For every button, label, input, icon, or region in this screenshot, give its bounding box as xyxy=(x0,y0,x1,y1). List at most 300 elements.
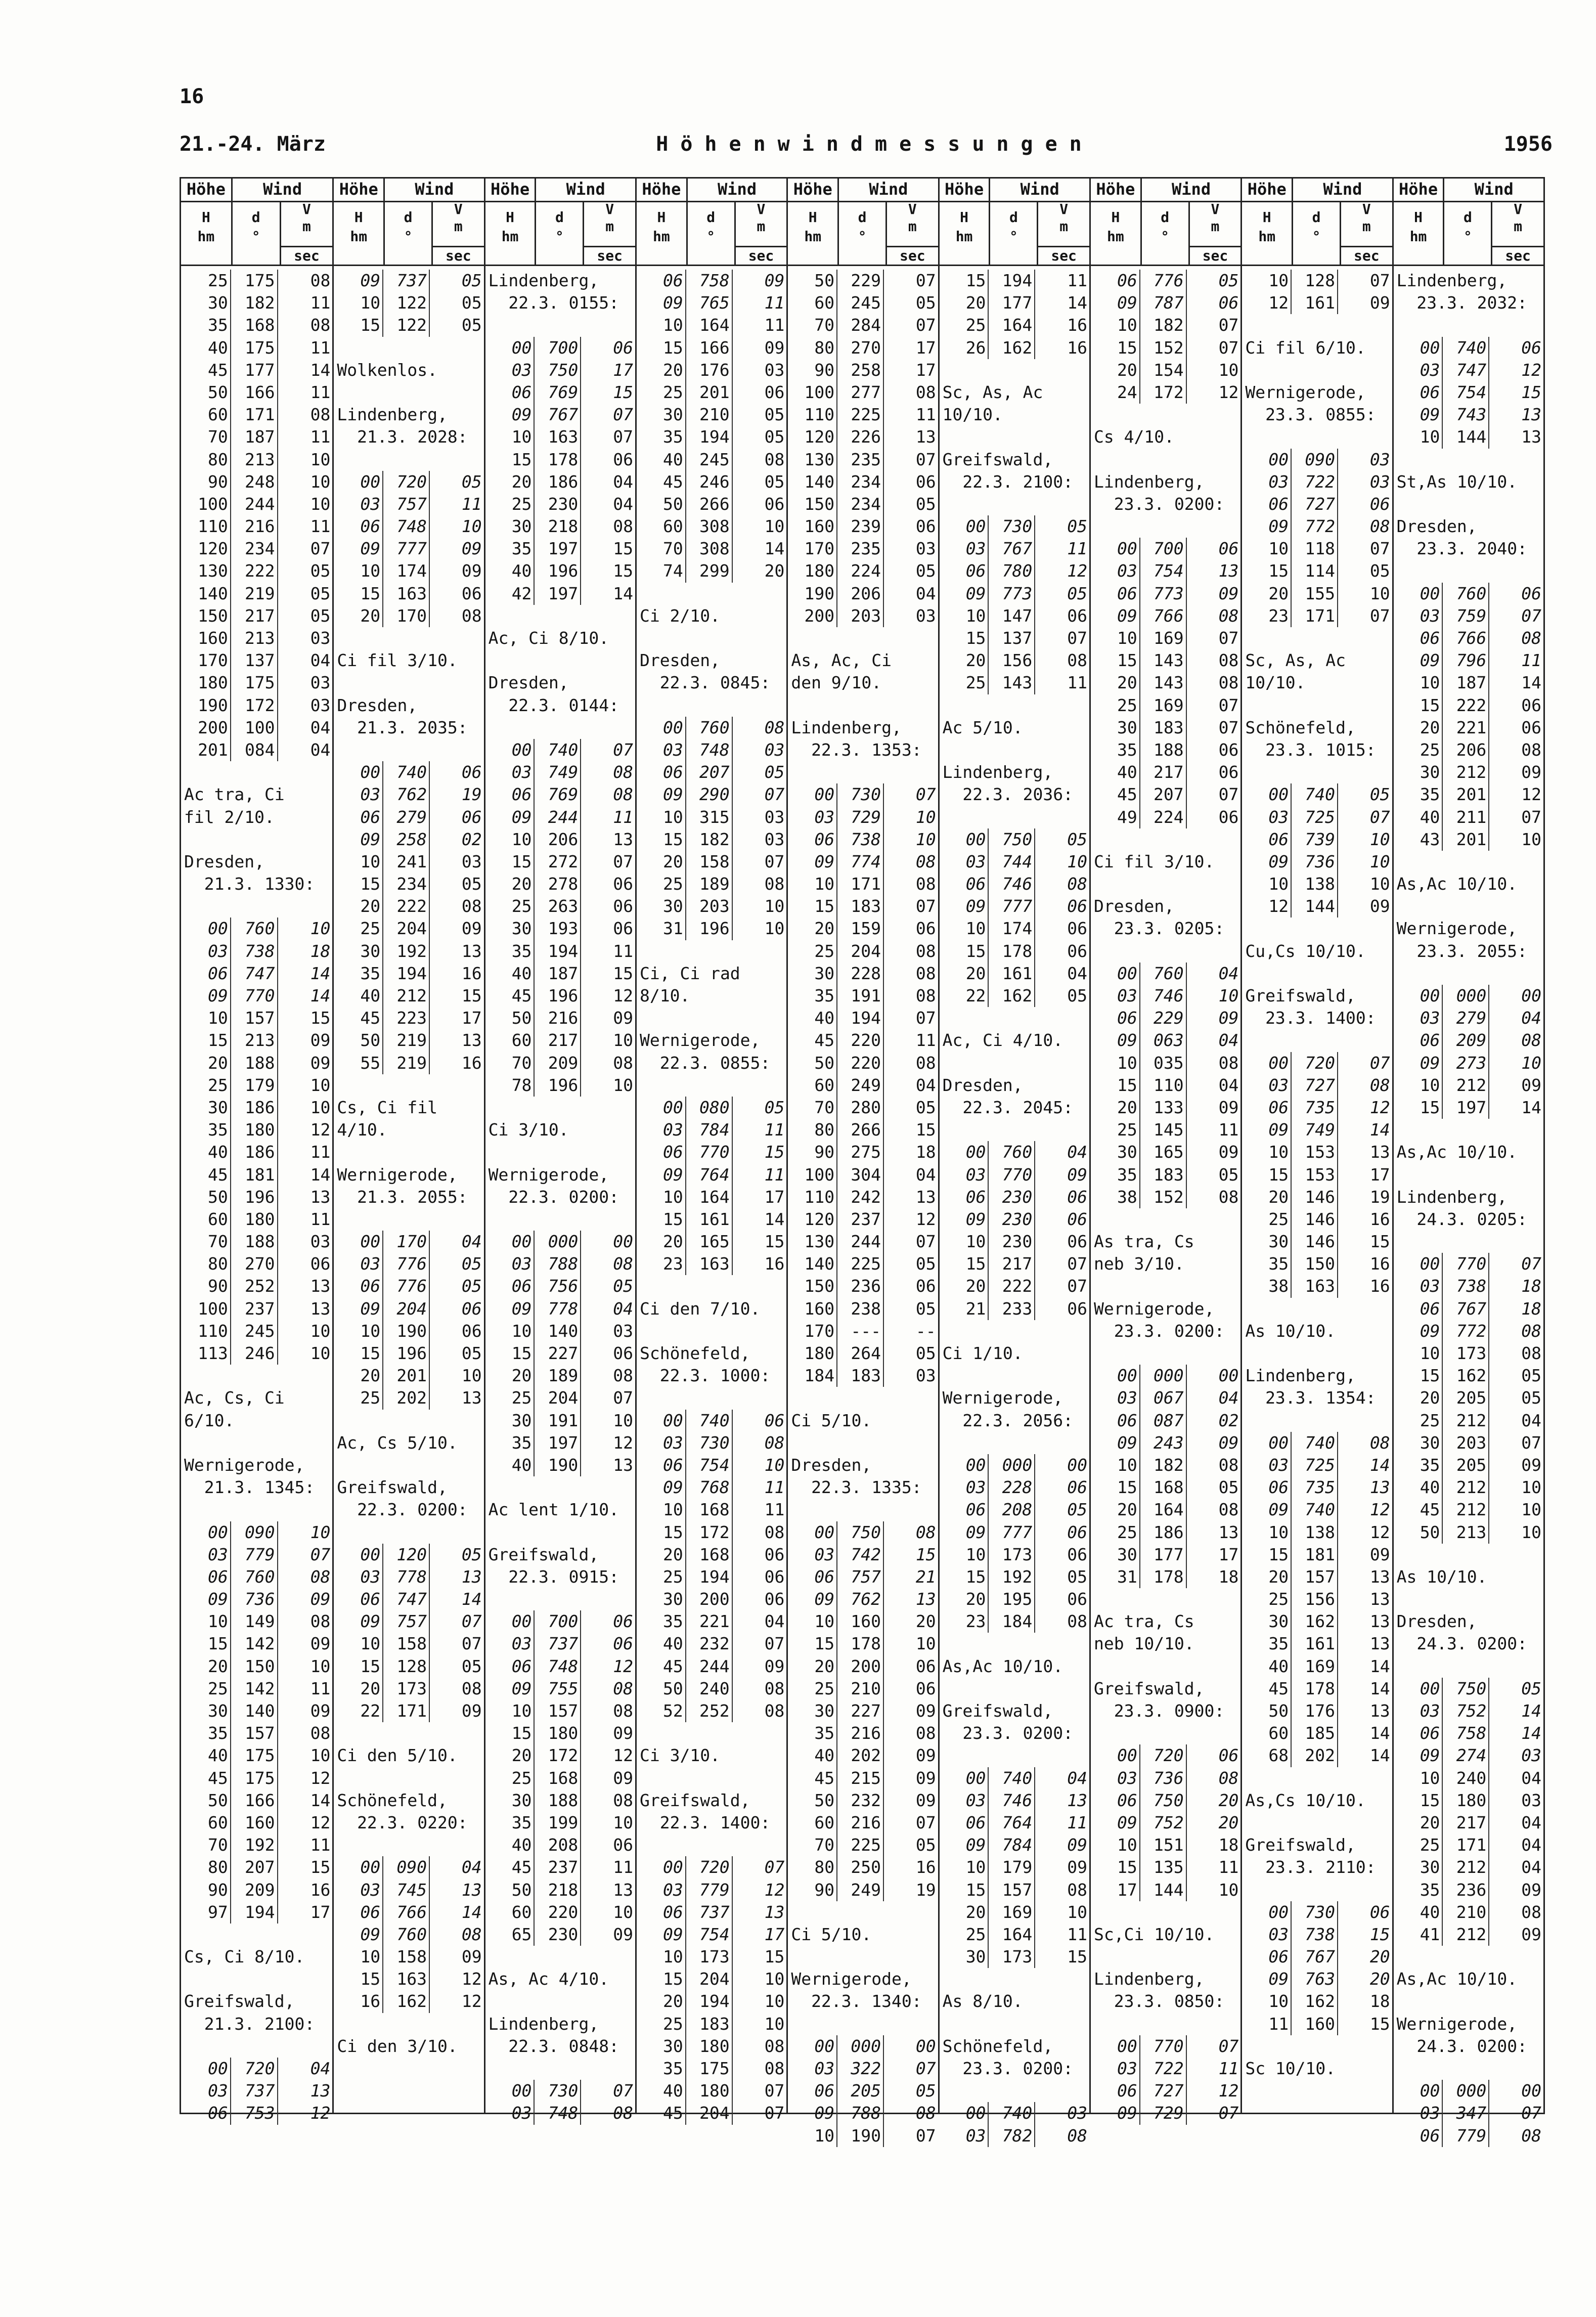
height-cell: 200 xyxy=(181,717,231,739)
height-cell: 170 xyxy=(788,538,837,560)
table-row xyxy=(637,1633,786,1655)
column-subheader xyxy=(1394,201,1543,266)
station-note: 8/10. xyxy=(640,986,690,1006)
height-cell: 20 xyxy=(1091,672,1140,694)
direction-cell: 160 xyxy=(837,1610,884,1633)
table-row xyxy=(334,1275,483,1297)
table-row xyxy=(181,917,332,940)
table-row xyxy=(1394,627,1543,649)
speed-cell: 09 xyxy=(310,1053,331,1073)
header-m: m xyxy=(454,218,463,235)
station-note: 23.3. 0855: xyxy=(1245,405,1376,425)
table-row xyxy=(788,940,938,963)
direction-cell: 750 xyxy=(989,828,1035,851)
height-cell: 03 xyxy=(788,806,837,828)
height-cell: 09 xyxy=(1091,2102,1140,2124)
page-number: 16 xyxy=(180,85,204,108)
direction-cell: 206 xyxy=(535,828,581,851)
direction-cell: 299 xyxy=(686,560,733,582)
direction-cell: 756 xyxy=(535,1275,581,1297)
blank-line xyxy=(334,1074,483,1097)
height-cell: 45 xyxy=(181,1767,231,1789)
station-note: 4/10. xyxy=(337,1120,387,1140)
speed-cell: 07 xyxy=(1067,1276,1087,1296)
station-note: Wernigerode, xyxy=(1396,2014,1518,2034)
header-deg: ° xyxy=(1161,228,1170,245)
height-cell: 15 xyxy=(637,1521,686,1544)
height-cell: 09 xyxy=(940,1208,989,1231)
table-row xyxy=(1394,1074,1543,1097)
speed-cell: 10 xyxy=(1369,829,1390,849)
direction-cell: 752 xyxy=(1140,1812,1187,1834)
column-body xyxy=(788,270,938,2147)
table-row xyxy=(637,1454,786,1476)
direction-cell: 748 xyxy=(535,2102,581,2124)
column-header xyxy=(940,179,1089,202)
speed-cell: 06 xyxy=(310,1254,331,1274)
direction-cell: 245 xyxy=(231,1320,278,1342)
speed-cell: 15 xyxy=(764,1232,785,1252)
blank-line xyxy=(637,1074,786,1097)
height-cell: 10 xyxy=(788,1610,837,1633)
table-row xyxy=(637,292,786,314)
blank-line xyxy=(181,1968,332,1990)
direction-cell: 114 xyxy=(1292,560,1338,582)
direction-cell: 200 xyxy=(837,1655,884,1678)
height-cell: 03 xyxy=(940,538,989,560)
table-row xyxy=(181,292,332,314)
header-direction xyxy=(1293,201,1341,265)
height-cell: 50 xyxy=(637,1678,686,1700)
direction-cell: 245 xyxy=(837,292,884,314)
header-sec: sec xyxy=(433,246,484,265)
height-cell: 190 xyxy=(181,694,231,717)
height-cell: 03 xyxy=(334,493,383,515)
height-cell: 30 xyxy=(637,2035,686,2058)
height-cell: 25 xyxy=(181,1678,231,1700)
speed-cell: 13 xyxy=(613,1879,633,1900)
direction-cell: 275 xyxy=(837,1141,884,1163)
table-row xyxy=(181,717,332,739)
blank-line xyxy=(485,1588,635,1610)
table-row xyxy=(181,694,332,717)
speed-cell: 08 xyxy=(613,1678,633,1698)
height-cell: 15 xyxy=(940,270,989,292)
table-row xyxy=(637,917,786,940)
table-row xyxy=(1091,649,1240,672)
table-row xyxy=(485,1320,635,1342)
speed-cell: 10 xyxy=(764,919,785,939)
table-row xyxy=(788,538,938,560)
speed-cell: 13 xyxy=(1369,1634,1390,1654)
blank-line xyxy=(1242,426,1392,448)
direction-cell: 173 xyxy=(1443,1342,1489,1365)
table-row xyxy=(1091,1744,1240,1767)
table-row xyxy=(1394,649,1543,672)
direction-cell: 730 xyxy=(1292,1901,1338,1923)
speed-cell: 11 xyxy=(1521,650,1541,671)
speed-cell: 10 xyxy=(310,494,331,514)
height-cell: 06 xyxy=(940,560,989,582)
table-row xyxy=(485,806,635,828)
speed-cell: 08 xyxy=(461,1924,482,1944)
speed-cell: 14 xyxy=(1067,293,1087,313)
station-note: Wernigerode, xyxy=(488,1164,609,1185)
direction-cell: --- xyxy=(837,1320,884,1342)
height-cell: 42 xyxy=(485,583,535,605)
height-cell: 00 xyxy=(940,1767,989,1789)
speed-cell: 18 xyxy=(1218,1835,1239,1855)
height-cell: 35 xyxy=(1394,783,1443,806)
height-cell: 06 xyxy=(1091,1007,1140,1029)
table-row xyxy=(637,873,786,895)
direction-cell: 740 xyxy=(1292,1499,1338,1521)
speed-cell: 10 xyxy=(915,1634,936,1654)
speed-cell: 10 xyxy=(1521,1477,1541,1498)
speed-cell: 12 xyxy=(613,1432,633,1453)
table-row xyxy=(788,1610,938,1633)
header-deg: ° xyxy=(706,228,716,245)
direction-cell: 230 xyxy=(989,1186,1035,1208)
height-cell: 20 xyxy=(485,1365,535,1387)
direction-cell: 166 xyxy=(231,1789,278,1812)
table-row xyxy=(788,1655,938,1678)
height-cell: 09 xyxy=(334,1610,383,1633)
table-row xyxy=(181,1298,332,1320)
header-v: V xyxy=(908,201,917,217)
direction-cell: 225 xyxy=(837,1253,884,1275)
height-cell: 30 xyxy=(334,940,383,963)
table-row xyxy=(334,1320,483,1342)
height-cell: 09 xyxy=(1242,1499,1292,1521)
table-row xyxy=(788,1052,938,1074)
direction-cell: 183 xyxy=(686,2013,733,2035)
height-cell: 30 xyxy=(1394,761,1443,783)
station-note: Lindenberg, xyxy=(488,271,599,290)
speed-cell: 10 xyxy=(310,1656,331,1676)
height-cell: 20 xyxy=(485,1744,535,1767)
table-row xyxy=(637,895,786,917)
table-row xyxy=(637,1253,786,1275)
direction-cell: 120 xyxy=(383,1544,430,1566)
speed-cell: 16 xyxy=(1067,315,1087,335)
header-direction xyxy=(839,201,887,265)
direction-cell: 197 xyxy=(1443,1097,1489,1119)
direction-cell: 235 xyxy=(837,449,884,471)
direction-cell: 157 xyxy=(989,1879,1035,1901)
header-hm: hm xyxy=(955,228,973,245)
column-subheader xyxy=(485,201,635,266)
direction-cell: 252 xyxy=(686,1700,733,1722)
blank-line xyxy=(1394,851,1543,873)
height-cell: 15 xyxy=(940,627,989,649)
direction-cell: 784 xyxy=(989,1834,1035,1856)
speed-cell: 03 xyxy=(764,360,785,380)
station-note: Schönefeld, xyxy=(942,2036,1053,2056)
speed-cell: 17 xyxy=(613,360,633,380)
header-h: H xyxy=(1262,209,1271,226)
height-cell: 03 xyxy=(1091,985,1140,1007)
speed-cell: 12 xyxy=(613,1745,633,1766)
height-cell: 00 xyxy=(1242,1052,1292,1074)
column-subheader xyxy=(637,201,786,266)
speed-cell: 16 xyxy=(915,1857,936,1877)
height-cell: 35 xyxy=(1091,739,1140,761)
table-row xyxy=(940,1521,1089,1544)
station-note: Cs, Ci fil xyxy=(337,1097,438,1117)
height-cell: 06 xyxy=(485,381,535,404)
height-cell: 100 xyxy=(788,1164,837,1186)
direction-cell: 156 xyxy=(1292,1588,1338,1610)
header-deg: ° xyxy=(1009,228,1018,245)
height-cell: 50 xyxy=(637,493,686,515)
height-cell: 10 xyxy=(334,851,383,873)
speed-cell: 15 xyxy=(1369,1232,1390,1252)
table-row xyxy=(940,828,1089,851)
table-row xyxy=(1091,1834,1240,1856)
direction-cell: 203 xyxy=(837,605,884,627)
station-note: Greifswald, xyxy=(337,1477,448,1498)
speed-cell: 10 xyxy=(461,516,482,537)
speed-cell: 07 xyxy=(1218,628,1239,648)
station-note: Sc,Ci 10/10. xyxy=(1094,1924,1215,1944)
direction-cell: 182 xyxy=(686,828,733,851)
blank-line xyxy=(1242,1812,1392,1834)
height-cell: 25 xyxy=(637,1566,686,1588)
speed-cell: 10 xyxy=(310,449,331,469)
table-row xyxy=(637,2013,786,2035)
table-row xyxy=(940,1208,1089,1231)
table-row xyxy=(1242,515,1392,538)
station-note: Ac, Cs 5/10. xyxy=(337,1432,458,1453)
direction-cell: 161 xyxy=(1292,292,1338,314)
direction-cell: 212 xyxy=(383,985,430,1007)
speed-cell: 09 xyxy=(1218,1008,1239,1028)
blank-line xyxy=(1091,873,1240,895)
direction-cell: 754 xyxy=(1140,560,1187,582)
direction-cell: 720 xyxy=(1292,1052,1338,1074)
speed-cell: 08 xyxy=(1369,1432,1390,1453)
blank-line xyxy=(637,1275,786,1297)
table-row xyxy=(788,1633,938,1655)
direction-cell: 240 xyxy=(686,1678,733,1700)
direction-cell: 204 xyxy=(535,1387,581,1409)
speed-cell: 07 xyxy=(915,1812,936,1832)
table-row xyxy=(485,851,635,873)
table-row xyxy=(637,471,786,493)
table-row xyxy=(1242,1275,1392,1297)
station-note: Lindenberg, xyxy=(942,762,1053,782)
speed-cell: 08 xyxy=(764,1701,785,1721)
speed-cell: 09 xyxy=(1218,1142,1239,1162)
speed-cell: 08 xyxy=(915,1053,936,1073)
speed-cell: 12 xyxy=(613,1656,633,1676)
height-cell: 100 xyxy=(181,493,231,515)
direction-cell: 737 xyxy=(686,1901,733,1923)
table-row xyxy=(181,1253,332,1275)
header-wind: Wind xyxy=(1172,180,1211,199)
table-row xyxy=(181,1700,332,1722)
table-row xyxy=(1242,1499,1392,1521)
height-cell: 25 xyxy=(1091,694,1140,717)
height-cell: 40 xyxy=(1394,1476,1443,1499)
direction-cell: 176 xyxy=(1292,1700,1338,1722)
height-cell: 00 xyxy=(940,515,989,538)
height-cell: 40 xyxy=(181,337,231,359)
direction-cell: 729 xyxy=(837,806,884,828)
height-cell: 184 xyxy=(788,1365,837,1387)
direction-cell: 763 xyxy=(1292,1968,1338,1990)
table-row xyxy=(637,1610,786,1633)
speed-cell: 10 xyxy=(1218,986,1239,1006)
table-row xyxy=(181,314,332,336)
height-cell: 03 xyxy=(940,851,989,873)
speed-cell: 08 xyxy=(1369,516,1390,537)
table-row xyxy=(940,583,1089,605)
header-direction xyxy=(688,201,736,265)
table-row xyxy=(1242,1186,1392,1208)
speed-cell: 04 xyxy=(1218,1388,1239,1408)
direction-cell: 193 xyxy=(535,917,581,940)
height-cell: 09 xyxy=(940,895,989,917)
table-row xyxy=(788,1566,938,1588)
height-cell: 170 xyxy=(181,649,231,672)
table-row xyxy=(788,2035,938,2058)
direction-cell: 188 xyxy=(231,1231,278,1253)
table-row xyxy=(940,672,1089,694)
blank-line xyxy=(788,1901,938,1923)
speed-cell: 12 xyxy=(1218,382,1239,402)
speed-cell: 06 xyxy=(613,337,633,358)
direction-cell: 212 xyxy=(1443,761,1489,783)
speed-cell: 17 xyxy=(461,1008,482,1028)
height-cell: 03 xyxy=(485,1633,535,1655)
table-row xyxy=(637,1678,786,1700)
height-cell: 35 xyxy=(1394,1454,1443,1476)
table-row xyxy=(1242,1901,1392,1923)
direction-cell: 195 xyxy=(989,1588,1035,1610)
height-cell: 20 xyxy=(334,605,383,627)
table-row xyxy=(485,761,635,783)
direction-cell: 215 xyxy=(837,1767,884,1789)
direction-cell: 755 xyxy=(535,1678,581,1700)
direction-cell: 187 xyxy=(1443,672,1489,694)
height-cell: 40 xyxy=(637,449,686,471)
station-note: Greifswald, xyxy=(1245,1835,1356,1855)
table-row xyxy=(181,560,332,582)
speed-cell: 10 xyxy=(310,1343,331,1363)
header-wind: Wind xyxy=(1020,180,1059,199)
table-row xyxy=(1394,1700,1543,1722)
header-deg: ° xyxy=(555,228,564,245)
table-row xyxy=(334,560,483,582)
direction-cell: 284 xyxy=(837,314,884,336)
speed-cell: 04 xyxy=(613,494,633,514)
speed-cell: 14 xyxy=(1521,1701,1541,1721)
table-row xyxy=(940,605,1089,627)
height-cell: 00 xyxy=(637,1410,686,1432)
speed-cell: 08 xyxy=(613,1254,633,1274)
blank-line xyxy=(1242,314,1392,336)
table-row xyxy=(181,1052,332,1074)
speed-cell: 08 xyxy=(1218,1187,1239,1207)
table-row xyxy=(637,2035,786,2058)
direction-cell: 185 xyxy=(1292,1722,1338,1744)
direction-cell: 212 xyxy=(1443,1923,1489,1946)
speed-cell: 10 xyxy=(461,1366,482,1386)
height-cell: 60 xyxy=(485,1029,535,1052)
direction-cell: 194 xyxy=(383,963,430,985)
height-cell: 00 xyxy=(1091,2035,1140,2058)
table-row xyxy=(788,449,938,471)
speed-cell: 14 xyxy=(1521,1723,1541,1743)
station-note: Wolkenlos. xyxy=(337,360,438,380)
height-cell: 00 xyxy=(1091,963,1140,985)
height-cell: 60 xyxy=(1242,1722,1292,1744)
speed-cell: 15 xyxy=(915,1544,936,1564)
table-row xyxy=(1091,1767,1240,1789)
speed-cell: 18 xyxy=(1521,1276,1541,1296)
height-cell: 40 xyxy=(788,1744,837,1767)
column-subheader xyxy=(940,201,1089,266)
table-row xyxy=(1091,694,1240,717)
height-cell: 09 xyxy=(485,1298,535,1320)
table-row xyxy=(1091,1387,1240,1409)
table-row xyxy=(1091,1007,1240,1029)
direction-cell: 760 xyxy=(1443,583,1489,605)
direction-cell: 171 xyxy=(383,1700,430,1722)
table-row xyxy=(1242,1946,1392,1968)
speed-cell: 07 xyxy=(1369,807,1390,827)
height-cell: 52 xyxy=(637,1700,686,1722)
direction-cell: 762 xyxy=(837,1588,884,1610)
direction-cell: 777 xyxy=(989,895,1035,917)
header-v: V xyxy=(1514,201,1523,217)
direction-cell: 230 xyxy=(535,1923,581,1946)
speed-cell: 11 xyxy=(310,1209,331,1229)
height-cell: 150 xyxy=(788,1275,837,1297)
speed-cell: 04 xyxy=(1521,1410,1541,1430)
station-note: Lindenberg, xyxy=(1396,1187,1508,1207)
direction-cell: 163 xyxy=(383,1968,430,1990)
speed-cell: 03 xyxy=(764,739,785,760)
speed-cell: 00 xyxy=(1218,1366,1239,1386)
direction-cell: 774 xyxy=(837,851,884,873)
table-row xyxy=(940,1610,1089,1633)
height-cell: 06 xyxy=(1394,1722,1443,1744)
direction-cell: 143 xyxy=(1140,672,1187,694)
direction-cell: 244 xyxy=(686,1655,733,1678)
direction-cell: 186 xyxy=(535,471,581,493)
height-cell: 22 xyxy=(334,1700,383,1722)
height-cell: 25 xyxy=(1242,1588,1292,1610)
speed-cell: 09 xyxy=(461,539,482,559)
height-cell: 190 xyxy=(788,583,837,605)
speed-cell: 11 xyxy=(764,1477,785,1498)
header-height-hm xyxy=(1394,201,1445,265)
height-cell: 20 xyxy=(1394,1812,1443,1834)
header-wind: Wind xyxy=(415,180,454,199)
direction-cell: 232 xyxy=(837,1789,884,1812)
table-row xyxy=(1091,1074,1240,1097)
height-cell: 49 xyxy=(1091,806,1140,828)
direction-cell: 142 xyxy=(231,1678,278,1700)
table-row xyxy=(1242,1655,1392,1678)
direction-cell: 778 xyxy=(535,1298,581,1320)
height-cell: 110 xyxy=(788,1186,837,1208)
table-row xyxy=(181,449,332,471)
direction-cell: 160 xyxy=(231,1812,278,1834)
